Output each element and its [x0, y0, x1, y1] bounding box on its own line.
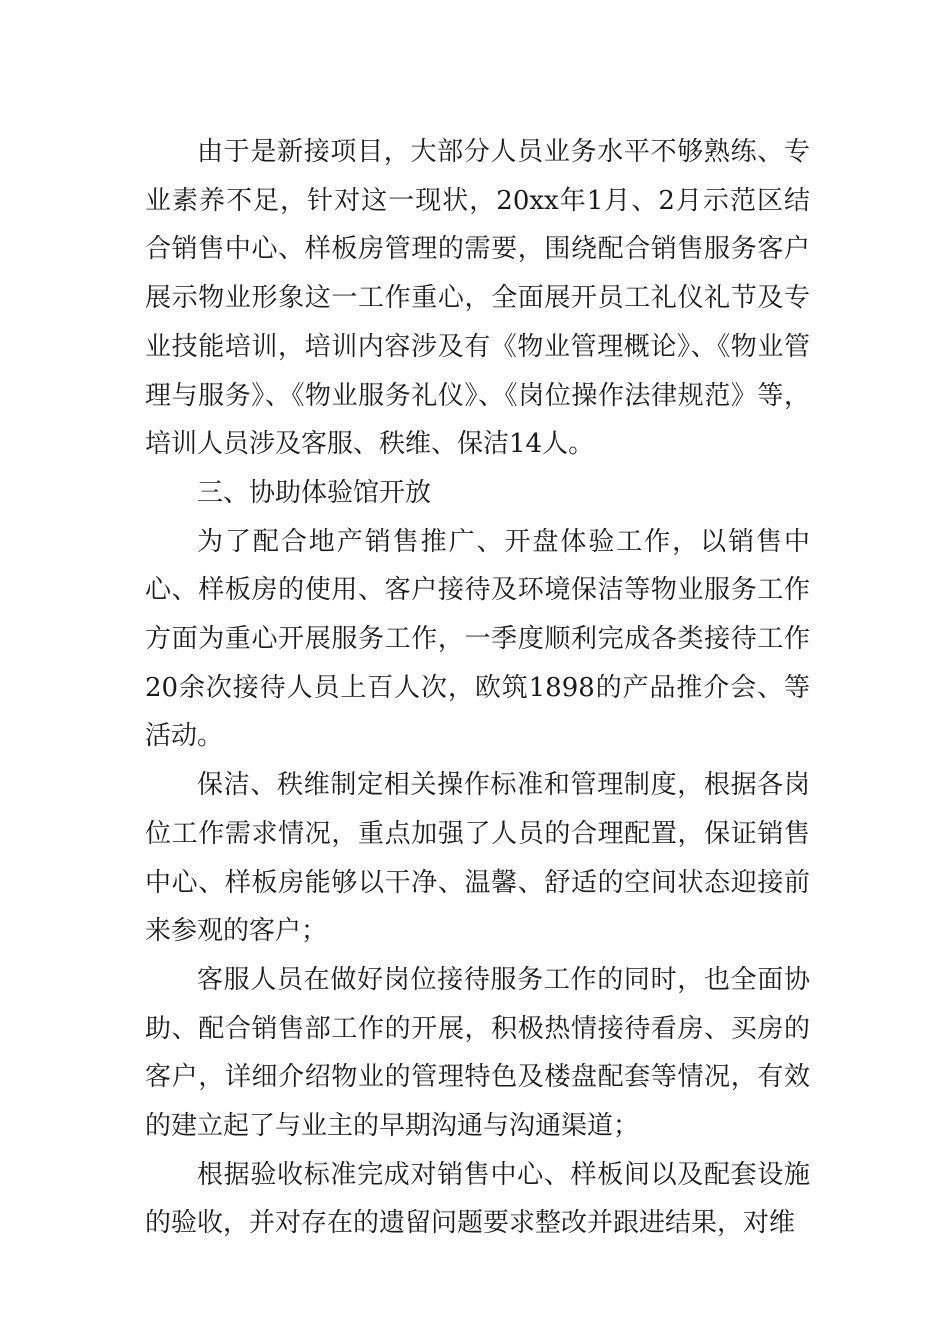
- paragraph-customer-service: 客服人员在做好岗位接待服务工作的同时，也全面协助、配合销售部工作的开展，积极热情接待看房、买房的客户，详细介绍物业的管理特色及楼盘配套等情况，有效的建立起了与业主的早期沟通与沟通渠道；: [145, 964, 810, 1142]
- document-body: [145, 128, 810, 1248]
- section-heading-3: 三、协助体验馆开放: [197, 477, 432, 508]
- paragraph-sales-support: 为了配合地产销售推广、开盘体验工作，以销售中心、样板房的使用、客户接待及环境保洁等物业服务工作方面为重心开展服务工作，一季度顺利完成各类接待工作20余次接待人员上百人次，欧筑1898的产品推介会、等活动。: [145, 526, 810, 752]
- paragraph-acceptance: 根据验收标准完成对销售中心、样板间以及配套设施的验收，并对存在的遗留问题要求整改并跟进结果，对维: [145, 1159, 810, 1239]
- paragraph-cleaning-security: 保洁、秩维制定相关操作标准和管理制度，根据各岗位工作需求情况，重点加强了人员的合理配置，保证销售中心、样板房能够以干净、温馨、舒适的空间状态迎接前来参观的客户；: [145, 770, 810, 947]
- paragraph-training: 由于是新接项目，大部分人员业务水平不够熟练、专业素养不足，针对这一现状，20xx年1月、2月示范区结合销售中心、样板房管理的需要，围绕配合销售服务客户展示物业形象这一工作重心，全面展开员工礼仪礼节及专业技能培训，培训内容涉及有《物业管理概论》、《物业管理与服务》、《物业服务礼仪》、《岗位操作法律规范》等，培训人员涉及客服、秩维、保洁14人。: [145, 137, 810, 460]
